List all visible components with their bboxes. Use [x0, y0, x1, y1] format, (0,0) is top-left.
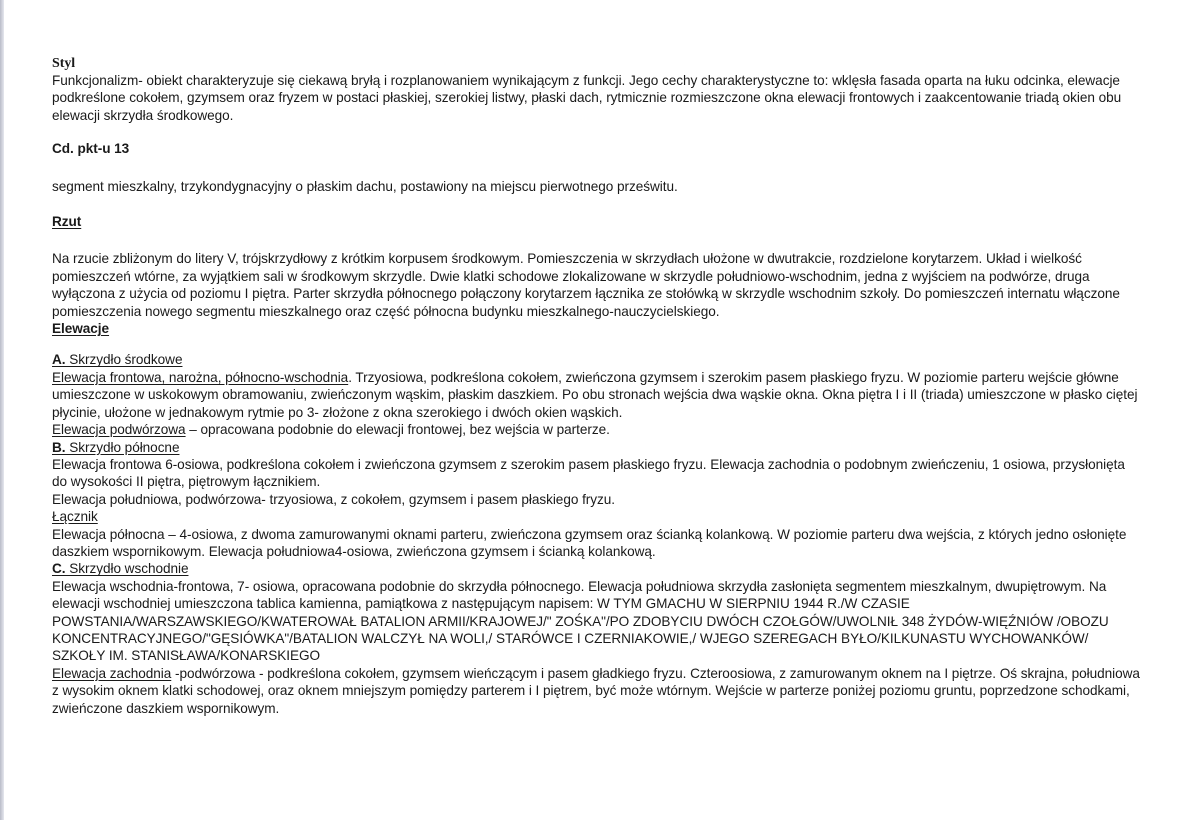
- section-b-name: Skrzydło północne: [65, 439, 180, 455]
- styl-heading: Styl: [52, 56, 76, 71]
- section-a-front-label: Elewacja frontowa, narożna, północno-wschodnia: [52, 369, 349, 385]
- section-a-title: [52, 351, 1142, 368]
- section-c-west-paragraph: [52, 665, 1142, 717]
- section-a-yard-paragraph: [52, 421, 1142, 438]
- styl-paragraph: Funkcjonalizm- obiekt charakteryzuje się ciekawą bryłą i rozplanowaniem wynikającym z funkcji. Jego cechy charakterystyczne to: wklęsła fasada oparta na łuku odcinka, elewacje podkreślone cokołem, gzymsem oraz fryzem w postaci płaskiej, szerokiej listwy, płaski dach, rytmicznie rozmieszczone okna elewacji frontowych i zaakcentowanie triadą okien obu elewacji skrzydła środkowego.: [52, 73, 1122, 123]
- section-c-name: Skrzydło wschodnie: [65, 561, 189, 577]
- section-a-yard-text: – opracowana podobnie do elewacji frontowej, bez wejścia w parterze.: [185, 422, 610, 438]
- document-page: [52, 55, 1142, 717]
- section-c-title: [52, 560, 1142, 577]
- section-b-letter: B.: [52, 439, 66, 455]
- section-a-name: Skrzydło środkowe: [65, 352, 183, 368]
- section-a-front-paragraph: [52, 369, 1142, 421]
- elewacje-heading: Elewacje: [52, 321, 110, 337]
- lacznik-paragraph: Elewacja północna – 4-osiowa, z dwoma zamurowanymi oknami parteru, zwieńczona gzymsem oraz ścianką kolankową. W poziomie parteru dwa wejścia, z których jedno osłonięte daszkiem wspornikowym. Elewacja południowa4-osiowa, zwieńczona gzymsem i ścianką kolankową.: [52, 526, 1127, 559]
- rzut-paragraph: Na rzucie zbliżonym do litery V, trójskrzydłowy z krótkim korpusem środkowym. Pomieszczenia w skrzydłach ułożone w dwutrakcie, rozdzielone korytarzem. Układ i wielkość pomieszczeń wtórne, za wyjątkiem sali w środkowym skrzydle. Dwie klatki schodowe zlokalizowane w skrzydle południowo-wschodnim, jedna z wyjściem na podwórze, druga wyłączona z użycia od poziomu I piętra. Parter skrzydła północnego połączony korytarzem łącznika ze stołówką w skrzydle wschodnim szkoły. Do pomieszczeń internatu włączone pomieszczenia nowego segmentu mieszkalnego oraz część północna budynku mieszkalnego-nauczycielskiego.: [52, 251, 1120, 319]
- cd-heading: Cd. pkt-u 13: [52, 141, 130, 157]
- section-a-letter: A.: [52, 352, 66, 368]
- section-b-paragraph-1: Elewacja frontowa 6-osiowa, podkreślona cokołem i zwieńczona gzymsem z szerokim pasem płaskiego fryzu. Elewacja zachodnia o podobnym zwieńczeniu, 1 osiowa, przysłonięta do wysokości II piętra, piętrowym łącznikiem.: [52, 456, 1125, 490]
- section-b-title: [52, 439, 1142, 456]
- lacznik-title: Łącznik: [52, 509, 98, 525]
- cd-paragraph: segment mieszkalny, trzykondygnacyjny o płaskim dachu, postawiony na miejscu pierwotnego prześwitu.: [52, 178, 678, 194]
- section-c-west-text: -podwórzowa - podkreślona cokołem, gzymsem wieńczącym i pasem gładkiego fryzu. Czteroosiowa, z zamurowanym oknem na I piętrze. Oś skrajna, południowa z wysokim oknem klatki schodowej, oraz oknem mniejszym pomiędzy parterem i I piętrem, być może wtórnym. Wejście w parterze poniżej poziomu gruntu, poprzedzone schodkami, zwieńczone daszkiem wspornikowym.: [52, 665, 1140, 716]
- section-c-west-label: Elewacja zachodnia: [52, 665, 172, 681]
- section-a-front-text: . Trzyosiowa, podkreślona cokołem, zwieńczona gzymsem i szerokim pasem płaskiego fryzu. W poziomie parteru wejście główne umieszczone w uskokowym obramowaniu, zwieńczonym wąskim, płaskim daszkiem. Po obu stronach wejścia dwa wąskie okna. Okna piętra I i II (triada) umieszczone w płasko ciętej płycinie, ułożone w jednakowym rytmie po 3- złożone z okna szerokiego i dwóch okien wąskich.: [52, 369, 1138, 420]
- section-b-paragraph-2: Elewacja południowa, podwórzowa- trzyosiowa, z cokołem, gzymsem i pasem płaskiego fryzu.: [52, 491, 616, 507]
- section-c-paragraph-1: Elewacja wschodnia-frontowa, 7- osiowa, opracowana podobnie do skrzydła północnego. Elewacja południowa skrzydła zasłonięta segmentem mieszkalnym, dwupiętrowym. Na elewacji wschodniej umieszczona tablica kamienna, pamiątkowa z następującym napisem: W TYM GMACHU W SIERPNIU 1944 R./W CZASIE POWSTANIA/WARSZAWSKIEGO/KWATEROWAŁ BATALION ARMII/KRAJOWEJ/" ZOŚKA"/PO ZDOBYCIU DWÓCH CZOŁGÓW/UWOLNIŁ 348 ŻYDÓW-WIĘŹNIÓW /OBOZU KONCENTRACYJNEGO/"GĘSIÓWKA"/BATALION WALCZYŁ NA WOLI,/ STARÓWCE I CZERNIAKOWIE,/ WJEGO SZEREGACH BYŁO/KILKUNASTU WYCHOWANKÓW/ SZKOŁY IM. STANISŁAWA/KONARSKIEGO: [52, 578, 1109, 664]
- section-a-yard-label: Elewacja podwórzowa: [52, 422, 186, 438]
- rzut-heading: Rzut: [52, 214, 82, 230]
- scan-edge: [0, 0, 4, 820]
- section-c-letter: C.: [52, 561, 66, 577]
